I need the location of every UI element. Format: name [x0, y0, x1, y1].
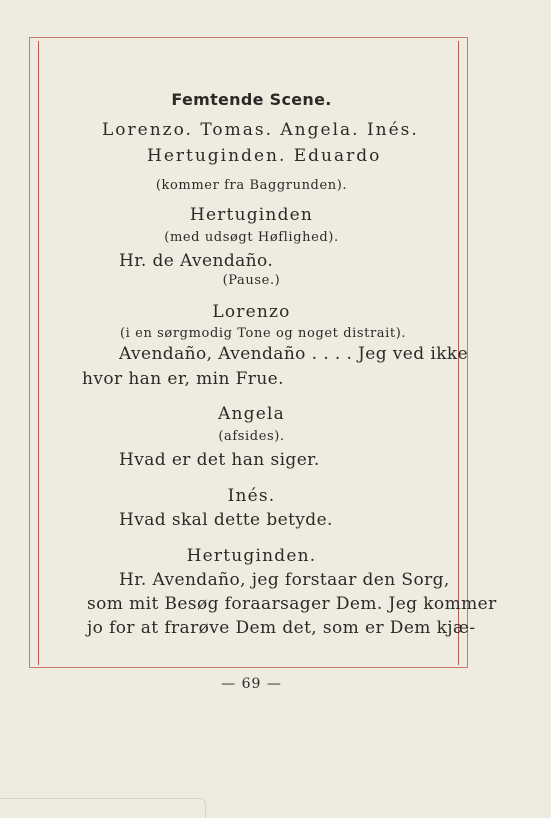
scene-title: Femtende Scene. [171, 90, 332, 109]
stage-direction: (Pause.) [222, 273, 281, 288]
speaker-name: Hertuginden [189, 205, 314, 225]
speech-line: Hr. Avendaño, jeg forstaar den Sorg, [119, 570, 450, 590]
page-number: — 69 — [221, 676, 282, 692]
cast-stage-direction: (kommer fra Baggrunden). [155, 178, 348, 193]
page-edge-tab [0, 798, 206, 818]
speech-line: Hr. de Avendaño. [119, 251, 274, 271]
speaker-name: Angela [218, 404, 285, 424]
speaker-name: Hertuginden. [186, 546, 317, 566]
stage-direction: (afsides). [218, 429, 285, 444]
speech-line: hvor han er, min Frue. [82, 369, 284, 389]
speech-line: som mit Besøg foraarsager Dem. Jeg kommer [87, 594, 497, 614]
cast-line-2: Hertuginden. Eduardo [147, 146, 382, 166]
speech-line: Hvad skal dette betyde. [119, 510, 333, 530]
speech-line: jo for at frarøve Dem det, som er Dem kjæ- [87, 618, 476, 638]
speech-line: Avendaño, Avendaño . . . . Jeg ved ikke [119, 344, 469, 364]
speaker-name: Lorenzo [212, 302, 291, 322]
speech-line: Hvad er det han siger. [119, 450, 320, 470]
speaker-name: Inés. [227, 486, 276, 506]
stage-direction: (med udsøgt Høflighed). [164, 230, 339, 245]
cast-line-1: Lorenzo. Tomas. Angela. Inés. [102, 120, 419, 140]
stage-direction: (i en sørgmodig Tone og noget distrait). [120, 326, 407, 341]
